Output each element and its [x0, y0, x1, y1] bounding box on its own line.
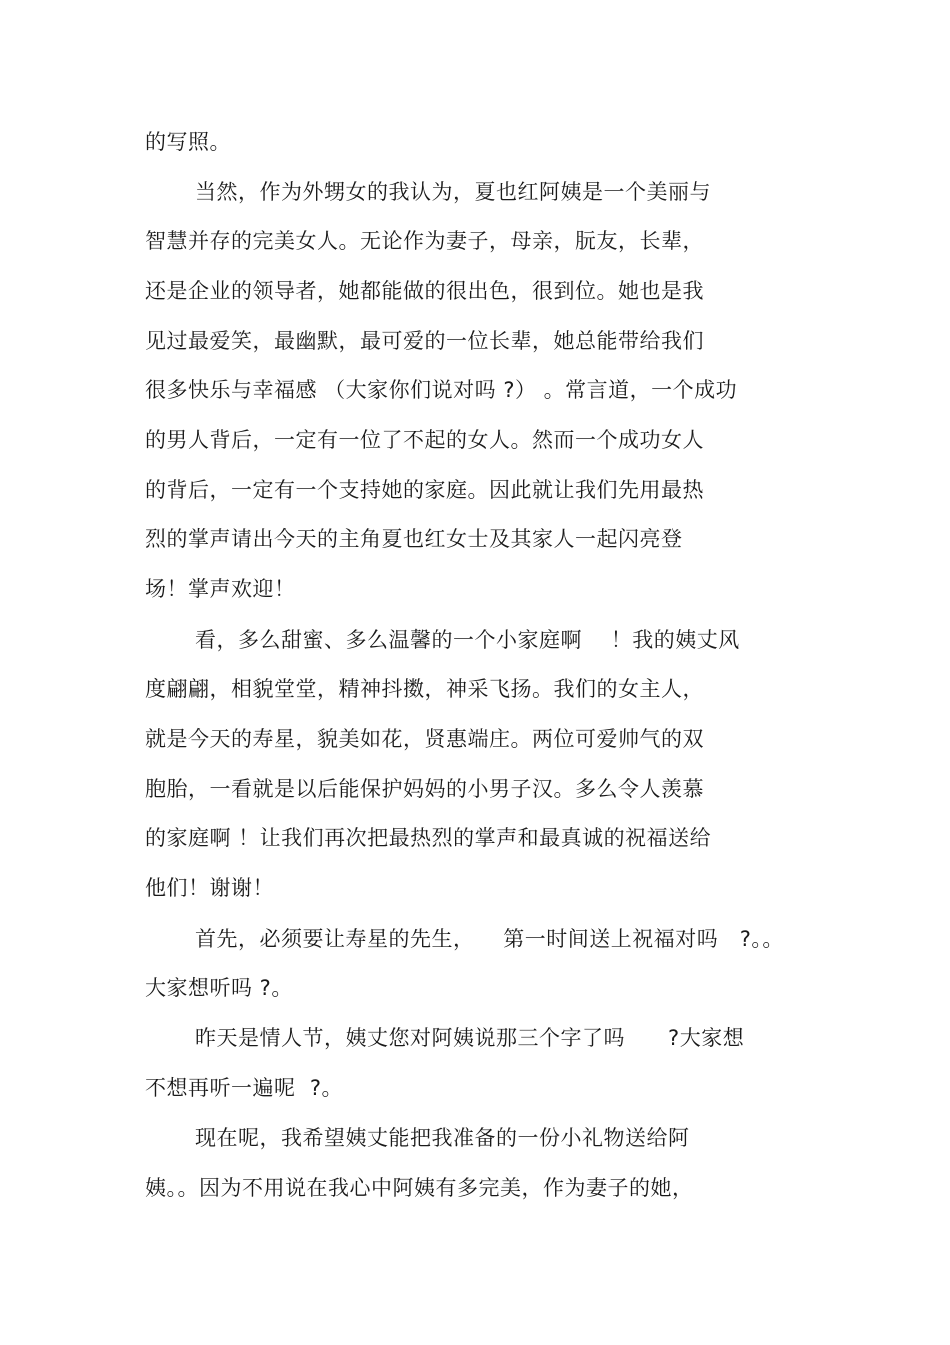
text-line: 姨。。因为不用说在我心中阿姨有多完美，作为妻子的她，	[145, 1176, 694, 1200]
text-line: 场！掌声欢迎！	[145, 577, 296, 601]
text-line: 的背后，一定有一个支持她的家庭。因此就让我们先用最热	[145, 478, 704, 502]
text-line: 胞胎，一看就是以后能保护妈妈的小男子汉。多么令人羡慕	[145, 777, 704, 801]
text-line: 的男人背后，一定有一位了不起的女人。然而一个成功女人	[145, 428, 704, 452]
text-line: 很多快乐与幸福感 （大家你们说对吗 ?） 。常言道，一个成功	[145, 378, 738, 402]
text-line: 度翩翩，相貌堂堂，精神抖擞，神采飞扬。我们的女主人，	[145, 677, 704, 701]
text-line: 烈的掌声请出今天的主角夏也红女士及其家人一起闪亮登	[145, 527, 683, 551]
text-line: 他们！谢谢！	[145, 876, 274, 900]
paragraph-line: 现在呢，我希望姨丈能把我准备的一份小礼物送给阿	[195, 1126, 690, 1150]
text-line: 就是今天的寿星，貌美如花，贤惠端庄。两位可爱帅气的双	[145, 727, 704, 751]
paragraph-line: 看，多么甜蜜、多么温馨的一个小家庭啊 ！我的姨丈风	[195, 628, 740, 652]
text-line: 见过最爱笑，最幽默，最可爱的一位长辈，她总能带给我们	[145, 329, 704, 353]
text-line: 的写照。	[145, 130, 231, 154]
text-line: 智慧并存的完美女人。无论作为妻子，母亲，朊友，长辈，	[145, 229, 704, 253]
paragraph-line: 当然，作为外甥女的我认为，夏也红阿姨是一个美丽与	[195, 180, 711, 204]
text-line: 不想再听一遍呢 ?。	[145, 1076, 343, 1100]
paragraph-line: 首先，必须要让寿星的先生， 第一时间送上祝福对吗 ?。。	[195, 927, 784, 951]
text-line: 还是企业的领导者，她都能做的很出色，很到位。她也是我	[145, 279, 704, 303]
text-line: 的家庭啊 ！让我们再次把最热烈的掌声和最真诚的祝福送给	[145, 826, 712, 850]
paragraph-line: 昨天是情人节，姨丈您对阿姨说那三个字了吗 ?大家想	[195, 1026, 745, 1050]
text-line: 大家想听吗 ?。	[145, 976, 293, 1000]
